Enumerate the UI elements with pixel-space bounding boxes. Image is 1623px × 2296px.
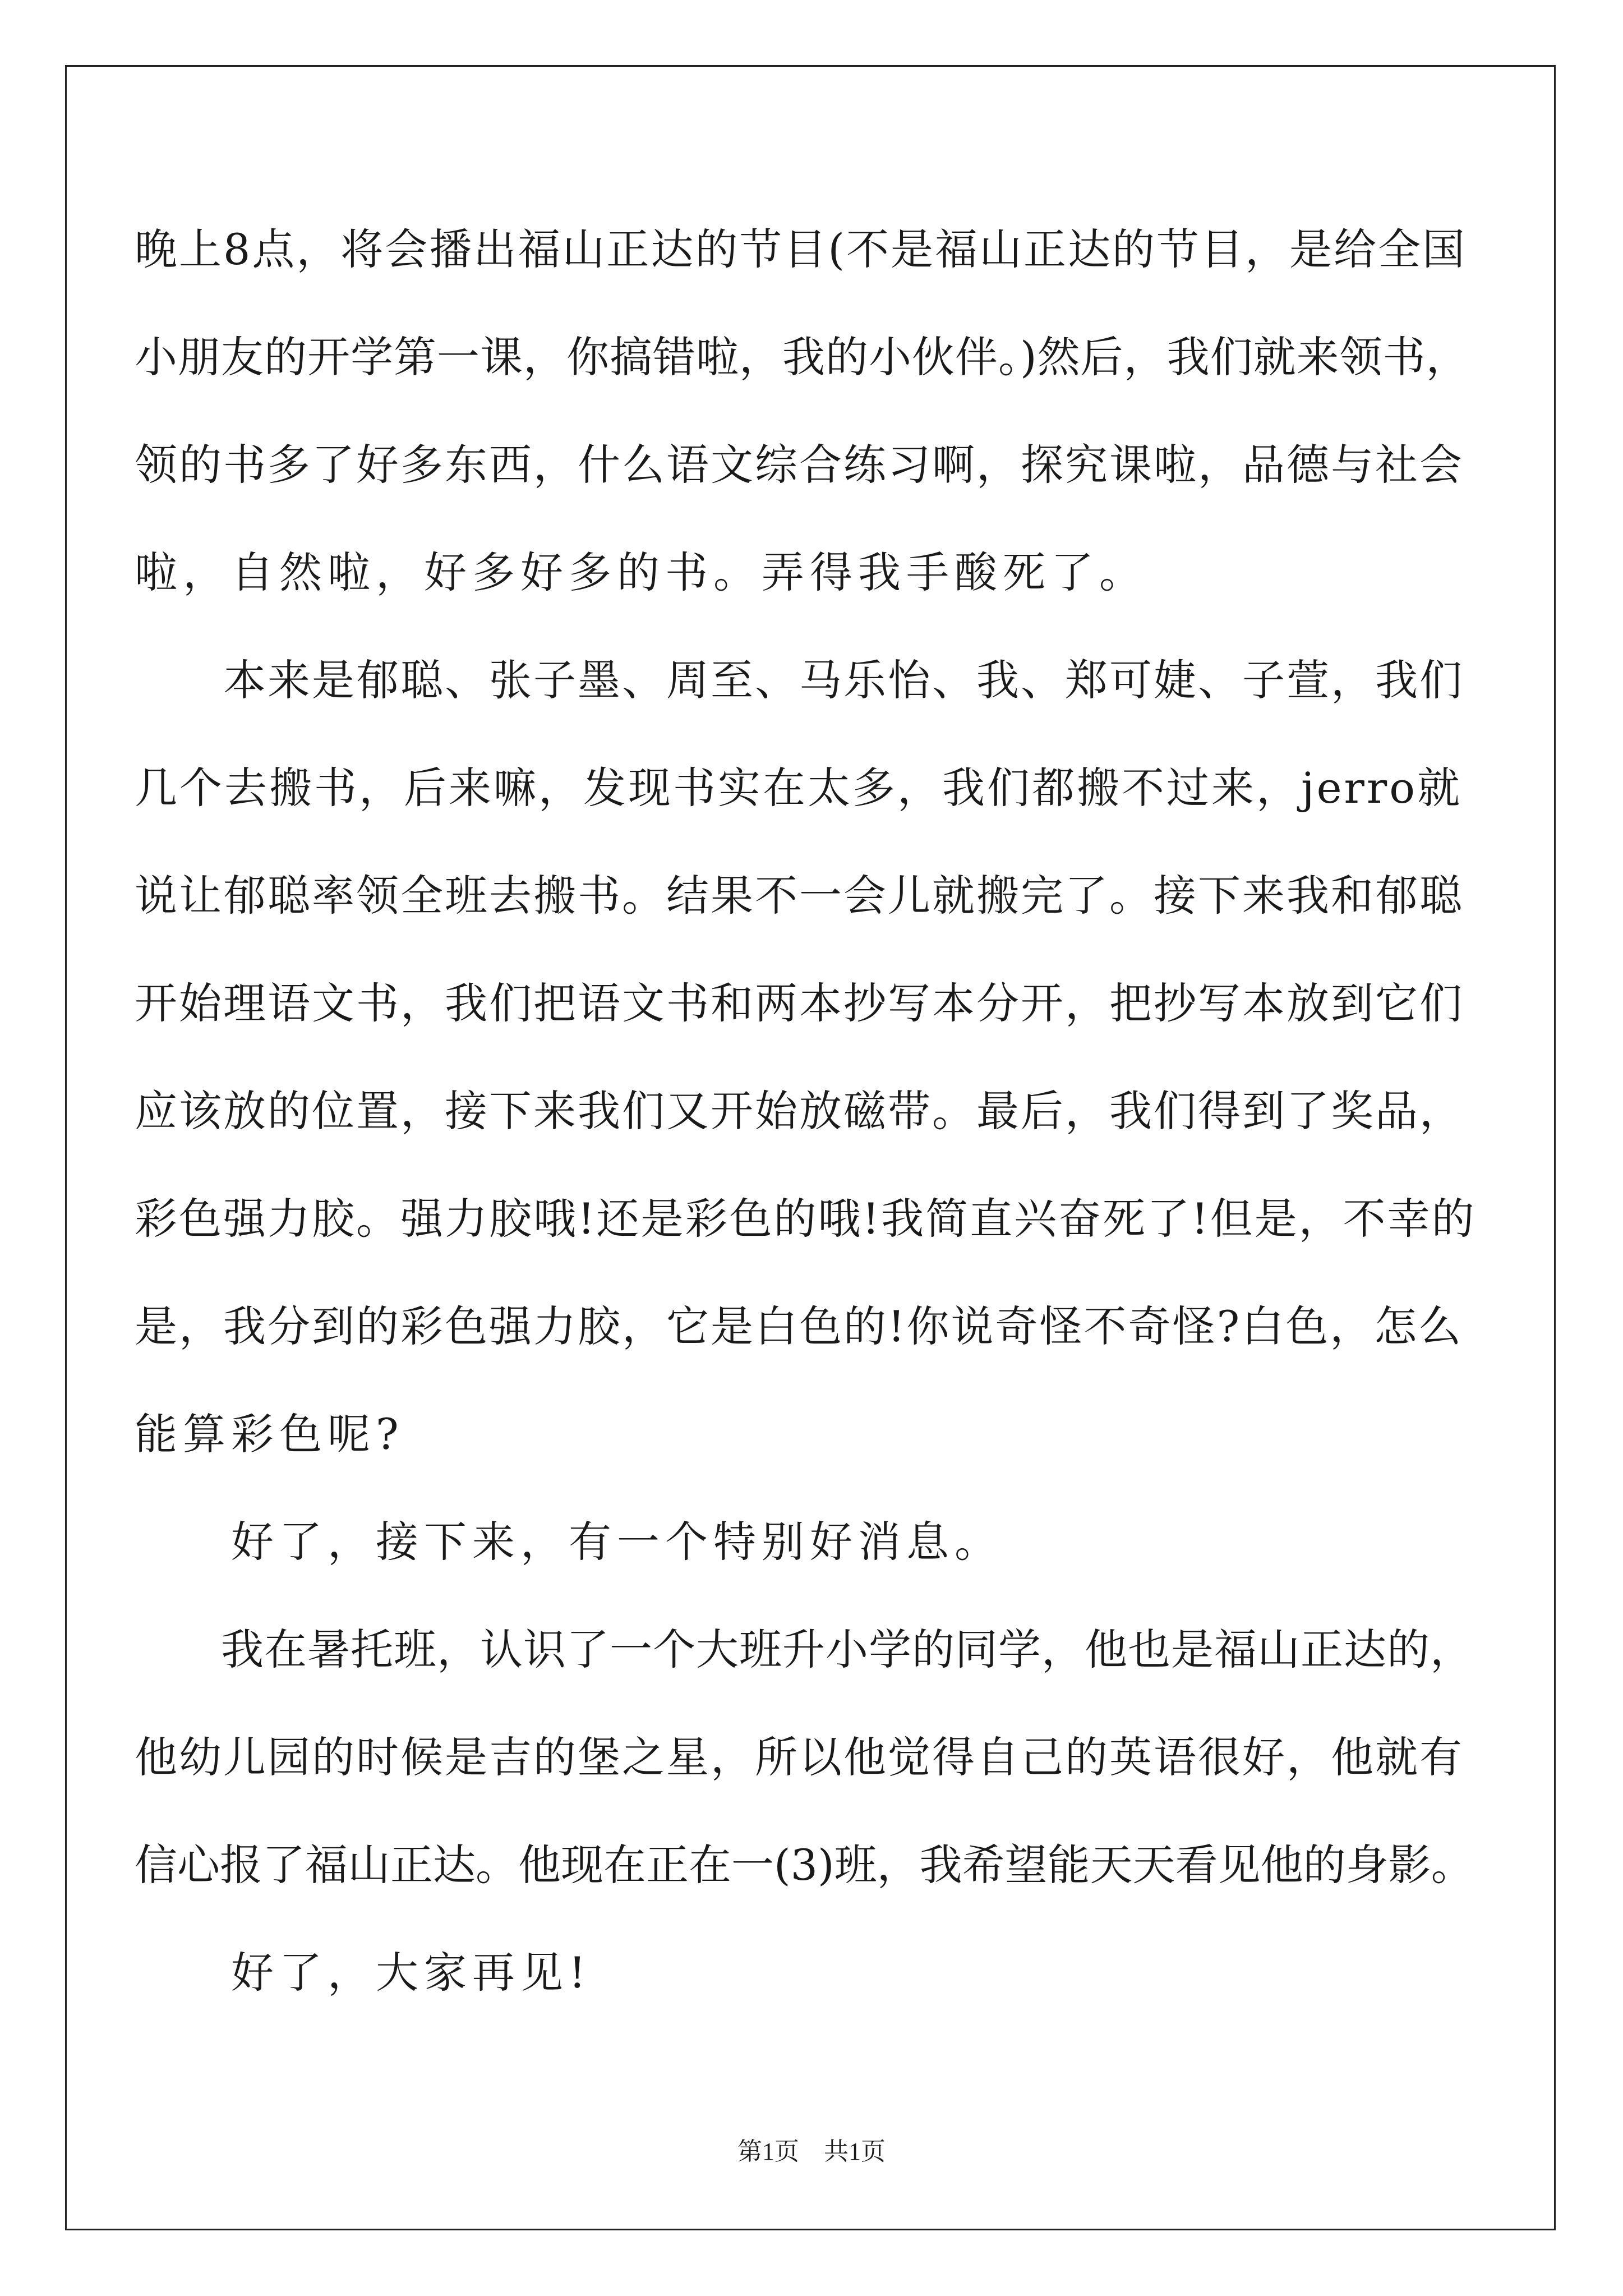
text-line: 能算彩色呢? (135, 1409, 404, 1459)
page-frame (65, 65, 1556, 2230)
text-line: 几个去搬书，后来嘛，发现书实在太多，我们都搬不过来，jerro就 (135, 763, 1462, 813)
text-line: 好了，接下来，有一个特别好消息。 (135, 1517, 1003, 1567)
text-line: 开始理语文书，我们把语文书和两本抄写本分开，把抄写本放到它们 (135, 978, 1464, 1028)
text-line: 领的书多了好多东西，什么语文综合练习啊，探究课啦，品德与社会 (135, 440, 1464, 490)
text-line: 本来是郁聪、张子墨、周至、马乐怡、我、郑可婕、子萱，我们 (135, 655, 1464, 705)
text-line: 好了，大家再见! (135, 1948, 592, 1998)
text-line: 小朋友的开学第一课，你搞错啦，我的小伙伴。)然后，我们就来领书， (135, 332, 1469, 382)
text-line: 晚上8点，将会播出福山正达的节目(不是福山正达的节目，是给全国 (135, 224, 1467, 274)
text-line: 啦，自然啦，好多好多的书。弄得我手酸死了。 (135, 547, 1147, 597)
text-line: 说让郁聪率领全班去搬书。结果不一会儿就搬完了。接下来我和郁聪 (135, 871, 1464, 921)
page-number-footer: 第1页 共1页 (737, 2138, 886, 2165)
text-line: 我在暑托班，认识了一个大班升小学的同学，他也是福山正达的， (135, 1625, 1473, 1674)
text-line: 应该放的位置，接下来我们又开始放磁带。最后，我们得到了奖品， (135, 1086, 1464, 1136)
text-line: 他幼儿园的时候是吉的堡之星，所以他觉得自己的英语很好，他就有 (135, 1732, 1464, 1782)
text-line: 彩色强力胶。强力胶哦!还是彩色的哦!我简直兴奋死了!但是，不幸的 (135, 1194, 1476, 1244)
text-line: 信心报了福山正达。他现在正在一(3)班，我希望能天天看见他的身影。 (135, 1840, 1474, 1890)
text-line: 是，我分到的彩色强力胶，它是白色的!你说奇怪不奇怪?白色，怎么 (135, 1301, 1463, 1351)
